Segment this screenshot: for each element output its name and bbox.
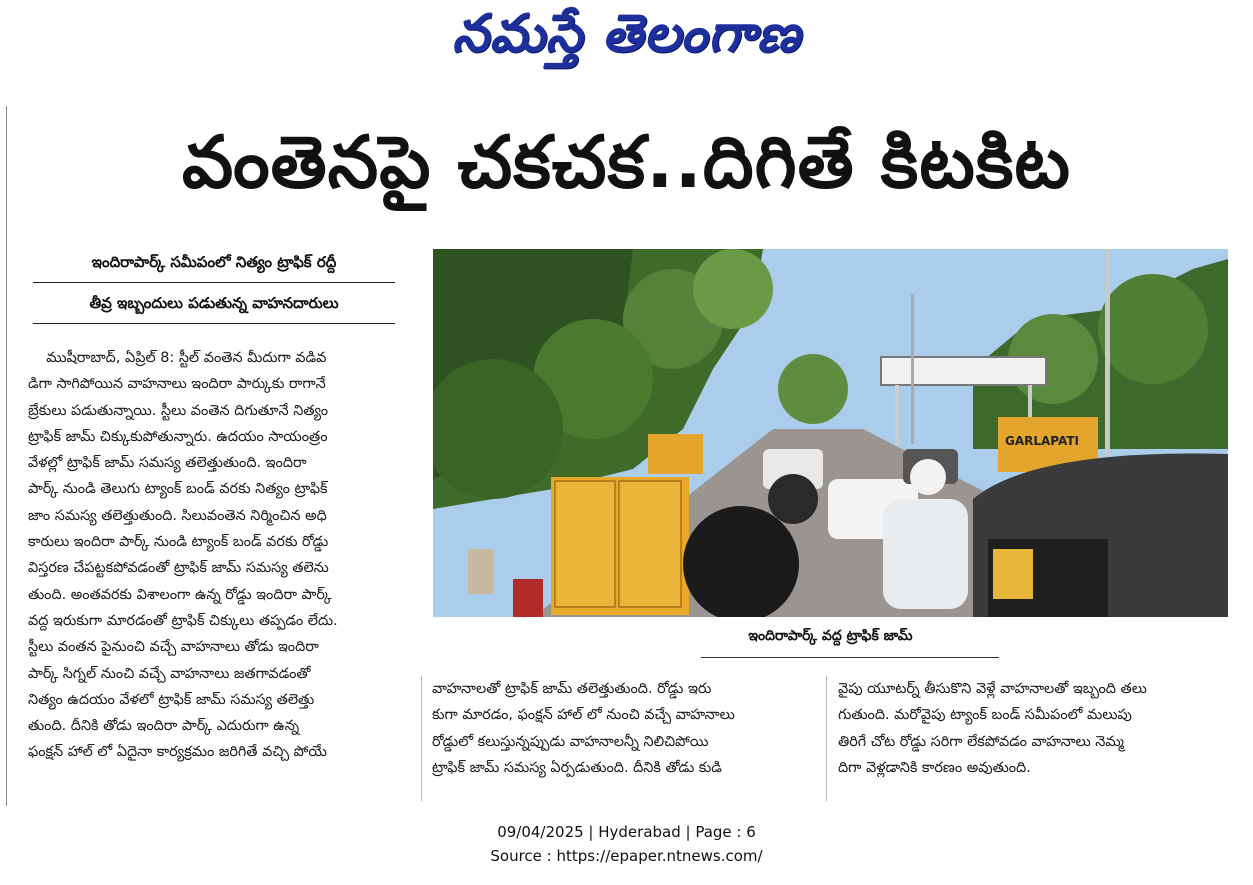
- text-line: డిగా సాగిపోయిన వాహనాలు ఇందిరా పార్కుకు రాగానే: [28, 376, 326, 393]
- article-headline: వంతెనపై చకచక..దిగితే కిటకిట: [181, 120, 1072, 204]
- article-column-1: [28, 345, 411, 766]
- text-line: తుంది. అంతవరకు విశాలంగా ఉన్న రోడ్డు ఇందిరా పార్క్‌: [28, 586, 332, 603]
- text-line: కుగా మారడం, ఫంక్షన్‌ హాల్‌ లో నుంచి వచ్చే వాహనాలు: [432, 707, 735, 724]
- text-line: ఫంక్షన్‌ హాల్‌ లో ఏదైనా కార్యక్రమం జరిగితే వచ్చి పోయే: [28, 744, 327, 761]
- text-line: దిగా వెళ్లడానికి కారణం అవుతుంది.: [838, 759, 1031, 776]
- text-line: ట్రాఫిక్‌ జామ్‌ చిక్కుకుపోతున్నారు. ఉదయం సాయంత్రం: [28, 428, 328, 445]
- text-line: తుంది. దీనికి తోడు ఇందిరా పార్క్‌ ఎదురుగా ఉన్న: [28, 718, 300, 735]
- text-line: తిరిగే చోట రోడ్డు సరిగా లేకపోవడం వాహనాలు నెమ్మ: [838, 733, 1125, 750]
- traffic-photo: [433, 249, 1228, 617]
- text-line: రోడ్డులో కలుస్తున్నప్పుడు వాహనాలన్నీ నిలిచిపోయి: [432, 733, 709, 750]
- text-line: నిత్యం ఉదయం వేళలో ట్రాఫిక్‌ జామ్‌ సమస్య తలెత్తు: [28, 691, 315, 708]
- text-line: కారులు ఇందిరా పార్క్‌ నుండి ట్యాంక్‌ బండ్‌ వరకు రోడ్డు: [28, 534, 329, 551]
- kicker-divider: [33, 323, 395, 324]
- kicker-line-2: తీవ్ర ఇబ్బందులు పడుతున్న వాహనదారులు: [89, 294, 339, 312]
- text-line: పార్క్‌ నుండి తెలుగు ట్యాంక్‌ బండ్‌ వరకు నిత్యం ట్రాఫిక్‌: [28, 481, 328, 498]
- article-column-3: [838, 676, 1228, 781]
- column-divider: [421, 676, 422, 801]
- edition-info: 09/04/2025 | Hyderabad | Page : 6: [497, 823, 756, 841]
- kicker-divider: [33, 282, 395, 283]
- caption-underline: [701, 657, 999, 658]
- newspaper-logo: నమస్తే తెలంగాణ: [452, 3, 801, 64]
- text-line: విస్తరణ చేపట్టకపోవడంతో ట్రాఫిక్‌ జామ్‌ సమస్య తలెను: [28, 560, 329, 577]
- text-line: వద్ద ఇరుకుగా మారడంతో ట్రాఫిక్‌ చిక్కులు తప్పడం లేదు.: [28, 612, 338, 629]
- traffic-jam-image: [433, 249, 1228, 617]
- text-line: జాం సమస్య తలెత్తుతుంది. సిలువంతెన నిర్మించిన అధి: [28, 507, 327, 524]
- page-footer: [0, 820, 1253, 868]
- source-link[interactable]: Source : https://epaper.ntnews.com/: [490, 847, 763, 865]
- article-column-2: [432, 676, 820, 781]
- text-line: స్టీలు వంతన పైనుంచి వచ్చే వాహనాలు తోడు ఇందిరా: [28, 639, 319, 656]
- kicker-line-1: ఇందిరాపార్క్‌ సమీపంలో నిత్యం ట్రాఫిక్‌ రద్దీ: [91, 253, 337, 271]
- text-line: వైపు యూటర్న్‌ తీసుకొని వెళ్లే వాహనాలతో ఇబ్బంది తలు: [838, 681, 1147, 697]
- text-line: గుతుంది. మరోవైపు ట్యాంక్‌ బండ్‌ సమీపంలో మలుపు: [838, 707, 1132, 724]
- masthead: [0, 0, 1253, 80]
- text-line: ట్రాఫిక్‌ జామ్‌ సమస్య ఏర్పడుతుంది. దీనికి తోడు కుడి: [432, 759, 722, 776]
- text-line: ముషీరాబాద్‌, ఏప్రిల్‌ 8: స్టీల్‌ వంతెన మీదుగా వడివ: [28, 350, 327, 366]
- text-line: బ్రేకులు పడుతున్నాయి. స్టీలు వంతెన దిగుతూనే నిత్యం: [28, 402, 329, 419]
- text-line: వేళల్లో ట్రాఫిక్‌ జామ్‌ సమస్య తలెత్తుతుంది. ఇందిరా: [28, 455, 307, 472]
- photo-caption: ఇందిరాపార్క్‌ వద్ద ట్రాఫిక్‌ జామ్‌: [748, 628, 913, 644]
- truck-sign-text: GARLAPATI: [1005, 434, 1080, 448]
- text-line: వాహనాలతో ట్రాఫిక్‌ జామ్‌ తలెత్తుతుంది. రోడ్డు ఇరు: [432, 681, 712, 697]
- text-line: పార్క్‌ సిగ్నల్‌ నుంచి వచ్చే వాహనాలు జతగావడంతో: [28, 665, 311, 682]
- column-divider: [826, 676, 827, 801]
